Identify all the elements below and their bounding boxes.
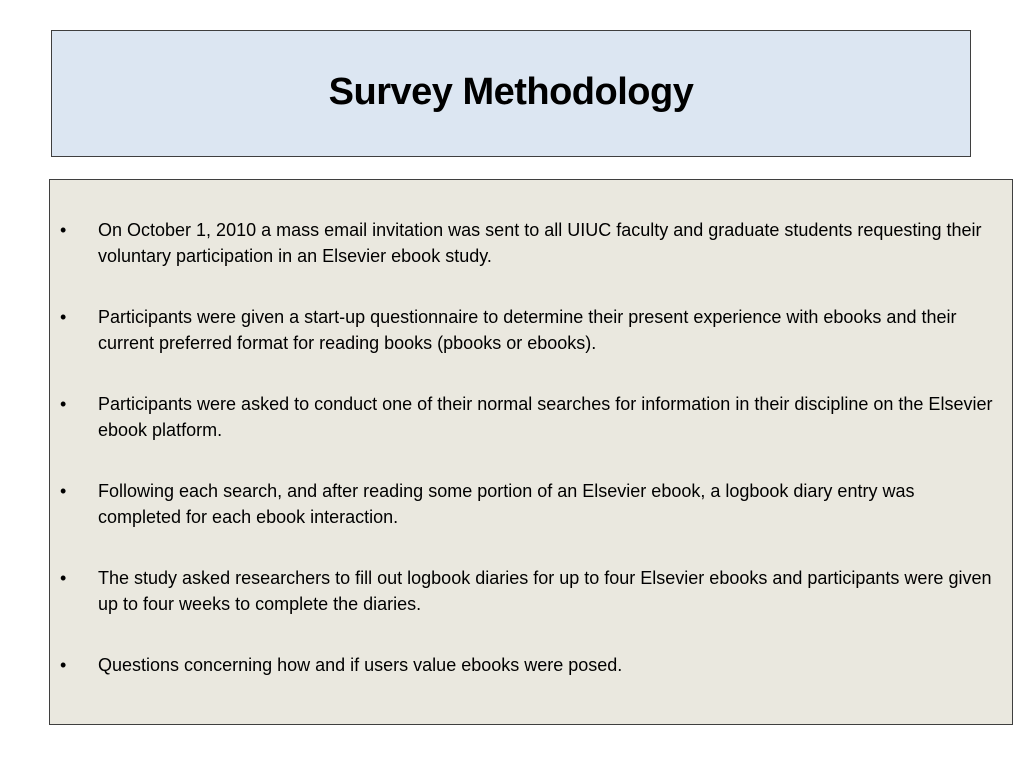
bullet-list: [50, 217, 1012, 713]
bullet-text: On October 1, 2010 a mass email invitation was sent to all UIUC faculty and graduate students requesting their voluntary participation in an Elsevier ebook study.: [98, 220, 982, 266]
bullet-item: [50, 652, 1012, 678]
bullet-item: [50, 217, 1012, 269]
bullet-text: The study asked researchers to fill out logbook diaries for up to four Elsevier ebooks and participants were given up to four weeks to complete the diaries.: [98, 568, 992, 614]
bullet-marker: •: [60, 481, 67, 501]
bullet-marker: •: [60, 568, 67, 588]
bullet-item: [50, 304, 1012, 356]
bullet-marker: •: [60, 655, 67, 675]
bullet-text: Following each search, and after reading some portion of an Elsevier ebook, a logbook diary entry was completed for each ebook interaction.: [98, 481, 915, 527]
bullet-marker: •: [60, 307, 67, 327]
bullet-text: Questions concerning how and if users value ebooks were posed.: [98, 655, 623, 675]
content-box: [49, 179, 1013, 725]
bullet-text: Participants were given a start-up questionnaire to determine their present experience with ebooks and their current preferred format for reading books (pbooks or ebooks).: [98, 307, 957, 353]
bullet-marker: •: [60, 220, 67, 240]
bullet-item: [50, 565, 1012, 617]
title-box: [51, 30, 971, 157]
bullet-item: [50, 478, 1012, 530]
slide-title: Survey Methodology: [328, 71, 694, 113]
bullet-marker: •: [60, 394, 67, 414]
bullet-item: [50, 391, 1012, 443]
bullet-text: Participants were asked to conduct one of their normal searches for information in their discipline on the Elsevier ebook platform.: [98, 394, 993, 440]
